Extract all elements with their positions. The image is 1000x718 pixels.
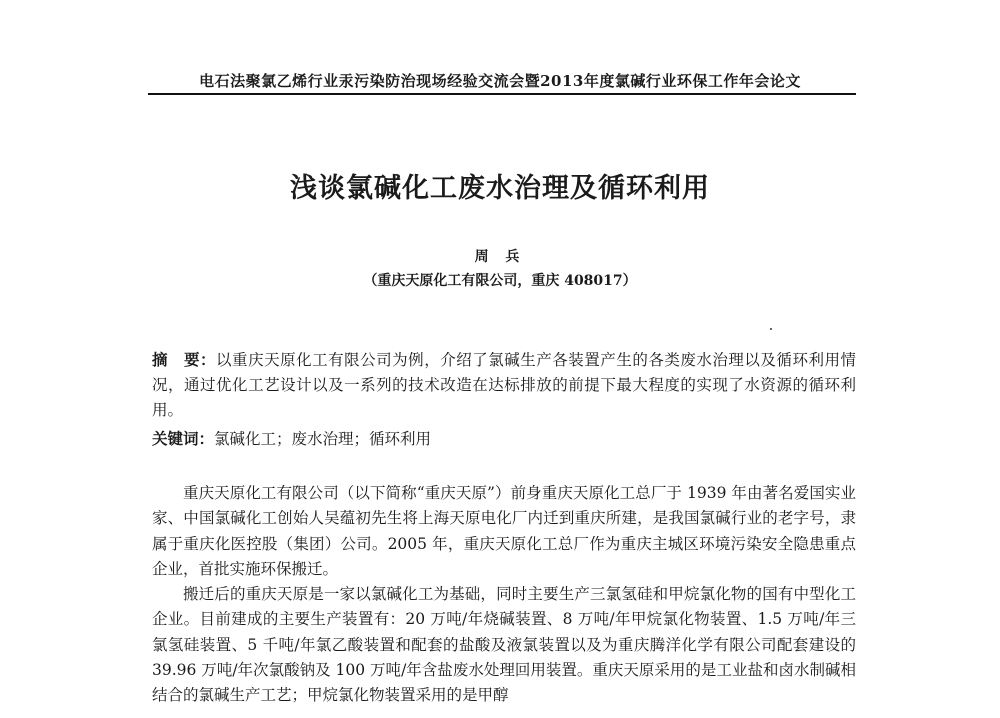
author-name: 周 兵 <box>474 249 526 265</box>
keywords <box>152 426 856 452</box>
paper-title: 浅谈氯碱化工废水治理及循环利用 <box>290 173 710 204</box>
running-header: 电石法聚氯乙烯行业汞污染防治现场经验交流会暨2013年度氯碱行业环保工作年会论文 <box>199 72 801 90</box>
author-affiliation: （重庆天原化工有限公司，重庆 408017） <box>363 273 637 289</box>
abstract-label: 摘 要： <box>152 350 217 369</box>
body-paragraph: 搬迁后的重庆天原是一家以氯碱化工为基础，同时主要生产三氯氢硅和甲烷氯化物的国有中型化工企业。目前建成的主要生产装置有：20 万吨/年烧碱装置、8 万吨/年甲烷氯化物装置、1.5 万吨/年三氯氢硅装置、5 千吨/年氯乙酸装置和配套的盐酸及液氯装置以及为重庆腾洋化学有限公司配套建设的39.96 万吨/年次氯酸钠及 100 万吨/年含盐废水处理回用装置。重庆天原采用的是工业盐和卤水制碱相结合的氯碱生产工艺；甲烷氯化物装置采用的是甲醇 <box>152 585 856 705</box>
abstract <box>152 347 856 423</box>
scan-speck <box>770 328 772 330</box>
keywords-text: 氯碱化工；废水治理；循环利用 <box>214 430 432 448</box>
body-text <box>152 481 856 709</box>
abstract-text: 以重庆天原化工有限公司为例，介绍了氯碱生产各装置产生的各类废水治理以及循环利用情况，通过优化工艺设计以及一系列的技术改造在达标排放的前提下最大程度的实现了水资源的循环利用。 <box>152 351 856 419</box>
keywords-label: 关键词： <box>152 429 215 448</box>
body-paragraph: 重庆天原化工有限公司（以下简称“重庆天原”）前身重庆天原化工总厂于 1939 年由著名爱国实业家、中国氯碱化工创始人吴蕴初先生将上海天原电化厂内迁到重庆所建，是我国氯碱行业的老字号，隶属于重庆化医控股（集团）公司。2005 年，重庆天原化工总厂作为重庆主城区环境污染安全隐患重点企业，首批实施环保搬迁。 <box>152 484 856 578</box>
header-divider <box>148 93 856 95</box>
